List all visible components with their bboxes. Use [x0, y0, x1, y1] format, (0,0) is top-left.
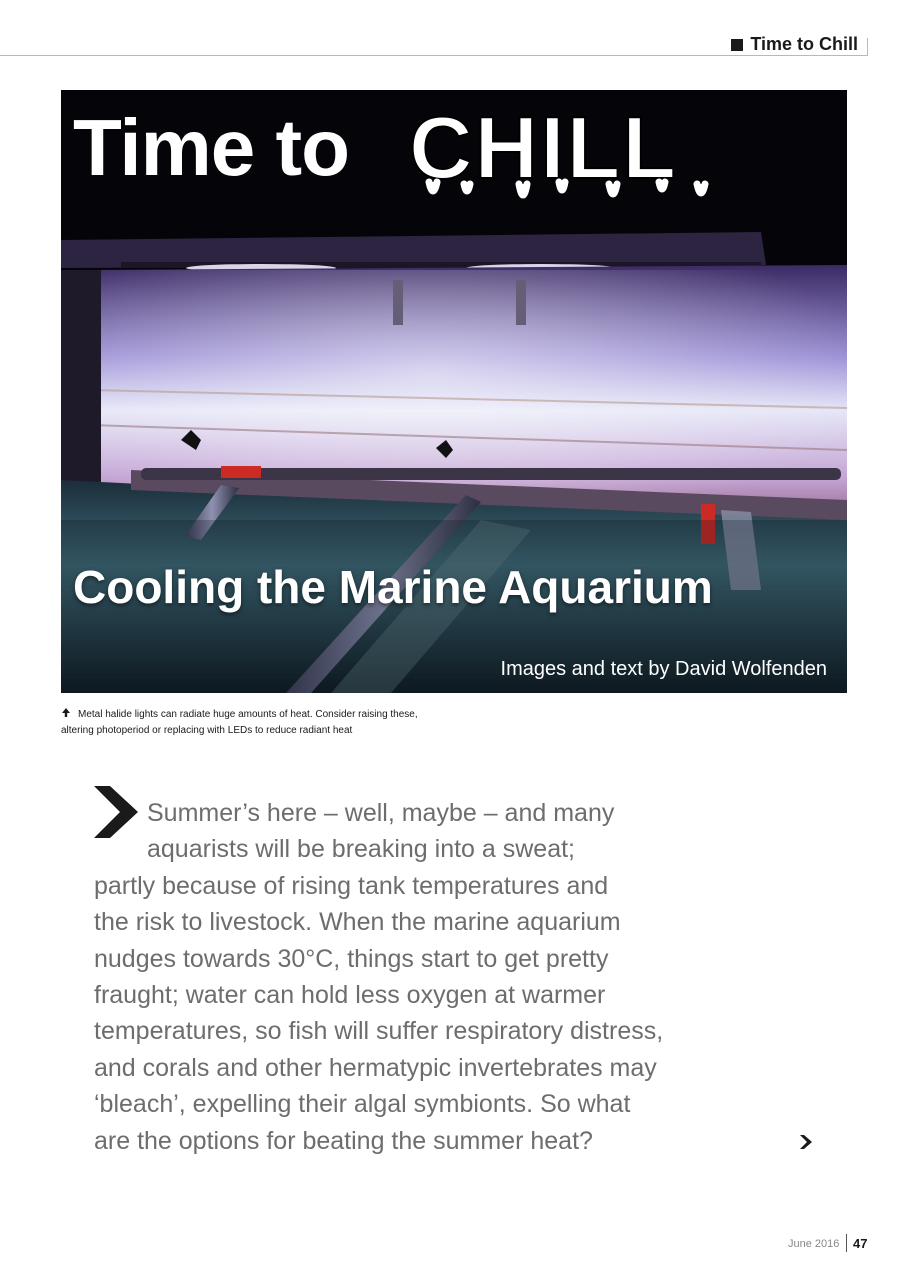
intro-line: temperatures, so fish will suffer respiratory distress, [94, 1017, 664, 1046]
header-tick [867, 38, 868, 56]
continue-chevron-icon [800, 1135, 812, 1149]
intro-paragraph [94, 795, 824, 1159]
page-number: 47 [853, 1236, 868, 1251]
intro-line: Summer’s here – well, maybe – and many [147, 799, 615, 827]
title-chill [409, 98, 719, 214]
intro-line: the risk to livestock. When the marine aquarium [94, 908, 621, 937]
title-main: Time to [73, 103, 350, 192]
intro-line: aquarists will be breaking into a sweat; [147, 835, 576, 864]
intro-line: partly because of rising tank temperatures and [94, 871, 609, 900]
hero-image [61, 90, 847, 693]
intro-line: and corals and other hermatypic invertebrates may [94, 1053, 657, 1082]
square-bullet-icon [731, 39, 743, 51]
article-subtitle: Cooling the Marine Aquarium [73, 561, 713, 613]
issue-date: June 2016 [788, 1238, 840, 1250]
header-rule [0, 55, 868, 56]
intro-line: ‘bleach’, expelling their algal symbionts. So what [94, 1090, 631, 1119]
photo-caption [61, 707, 441, 739]
caption-text: Metal halide lights can radiate huge amounts of heat. Consider raising these, altering photoperiod or replacing with LEDs to reduce radiant heat [61, 709, 418, 736]
title-chill-text: CHILL [409, 98, 679, 197]
section-label-text: Time to Chill [750, 34, 858, 54]
drip-decoration [409, 98, 719, 214]
intro-line: fraught; water can hold less oxygen at warmer [94, 981, 606, 1010]
footer-divider [846, 1234, 847, 1252]
author-credit: Images and text by David Wolfenden [500, 658, 827, 680]
section-label [731, 34, 858, 55]
intro-line: are the options for beating the summer heat? [94, 1126, 593, 1155]
arrow-up-icon [62, 708, 70, 717]
intro-line: nudges towards 30°C, things start to get pretty [94, 944, 609, 973]
